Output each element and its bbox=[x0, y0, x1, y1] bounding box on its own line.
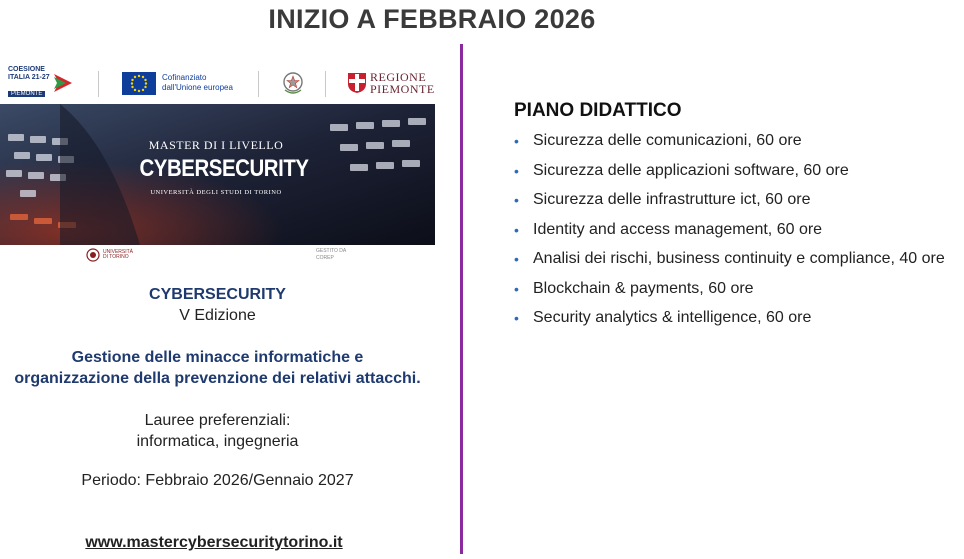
list-item bbox=[514, 220, 954, 240]
bullet-icon: • bbox=[514, 192, 519, 208]
small-logos-row bbox=[0, 246, 435, 266]
unito-seal-icon bbox=[86, 248, 100, 262]
regione-line2: PIEMONTE bbox=[370, 82, 435, 96]
italian-emblem-icon bbox=[282, 66, 304, 100]
unito-logo bbox=[86, 248, 133, 262]
lauree-block bbox=[0, 410, 435, 452]
list-item bbox=[514, 161, 954, 181]
bullet-icon: • bbox=[514, 280, 519, 297]
piano-didattico-title: PIANO DIDATTICO bbox=[514, 100, 682, 121]
logo-separator bbox=[325, 71, 326, 97]
module-label: Analisi dei rischi, business continuity e compliance, 40 ore bbox=[533, 250, 945, 267]
lauree-values: informatica, ingegneria bbox=[136, 433, 299, 450]
coesione-line2: ITALIA 21-27 bbox=[8, 74, 50, 81]
course-modules-list bbox=[514, 131, 954, 338]
periodo-text: Periodo: Febbraio 2026/Gennaio 2027 bbox=[81, 472, 354, 489]
banner-university: UNIVERSITÀ DEGLI STUDI DI TORINO bbox=[150, 189, 282, 196]
list-item bbox=[514, 190, 954, 210]
regione-line1: REGIONE bbox=[370, 70, 427, 84]
eu-logo bbox=[122, 66, 233, 100]
module-label: Identity and access management, 60 ore bbox=[533, 220, 823, 238]
description-line1: Gestione delle minacce informatiche e bbox=[71, 349, 364, 366]
module-label: Sicurezza delle applicazioni software, 60 ore bbox=[533, 161, 849, 179]
list-item bbox=[514, 308, 954, 328]
corep-line2: COREP bbox=[316, 255, 334, 261]
bullet-icon: • bbox=[514, 133, 519, 149]
bullet-icon: • bbox=[514, 221, 519, 238]
description-line2: organizzazione della prevenzione dei relativi attacchi. bbox=[14, 370, 421, 387]
module-label: Security analytics & intelligence, 60 ore bbox=[533, 309, 812, 326]
master-banner bbox=[0, 104, 435, 245]
bullet-icon: • bbox=[514, 162, 519, 179]
bullet-icon: • bbox=[514, 310, 519, 326]
course-description bbox=[0, 347, 435, 389]
logo-separator bbox=[258, 71, 259, 97]
module-label: Blockchain & payments, 60 ore bbox=[533, 279, 754, 297]
coesione-tag: PIEMONTE bbox=[8, 91, 45, 97]
list-item bbox=[514, 131, 954, 151]
banner-subtitle: MASTER DI I LIVELLO bbox=[148, 138, 284, 152]
regione-piemonte-logo bbox=[347, 66, 435, 100]
banner-text bbox=[126, 138, 309, 196]
website-link[interactable]: www.mastercybersecuritytorino.it bbox=[85, 534, 343, 551]
unito-line2: DI TORINO bbox=[103, 254, 129, 260]
banner-title: CYBERSECURITY bbox=[139, 155, 309, 182]
coesione-arrow-icon bbox=[52, 72, 74, 94]
list-item bbox=[514, 249, 954, 269]
corep-line1: GESTITO DA bbox=[316, 248, 347, 254]
eu-line1: Cofinanziato bbox=[162, 73, 207, 82]
eu-line2: dall'Unione europea bbox=[162, 83, 233, 92]
lauree-label: Lauree preferenziali: bbox=[144, 412, 291, 429]
unito-line1: UNIVERSITÀ bbox=[103, 249, 134, 255]
logo-separator bbox=[98, 71, 99, 97]
list-item bbox=[514, 279, 954, 299]
regione-shield-icon bbox=[347, 72, 367, 94]
coesione-line1: COESIONE bbox=[8, 66, 45, 73]
module-label: Sicurezza delle comunicazioni, 60 ore bbox=[533, 132, 802, 149]
logo-bar bbox=[0, 66, 440, 102]
bullet-icon: • bbox=[514, 251, 519, 267]
coesione-logo bbox=[8, 66, 78, 100]
module-label: Sicurezza delle infrastrutture ict, 60 ore bbox=[533, 191, 811, 208]
course-title: CYBERSECURITY bbox=[149, 286, 286, 303]
page-title: INIZIO A FEBBRAIO 2026 bbox=[268, 4, 596, 34]
corep-logo bbox=[316, 248, 346, 262]
course-edition: V Edizione bbox=[179, 307, 256, 324]
vertical-divider bbox=[460, 44, 463, 554]
eu-flag-icon bbox=[122, 72, 156, 95]
